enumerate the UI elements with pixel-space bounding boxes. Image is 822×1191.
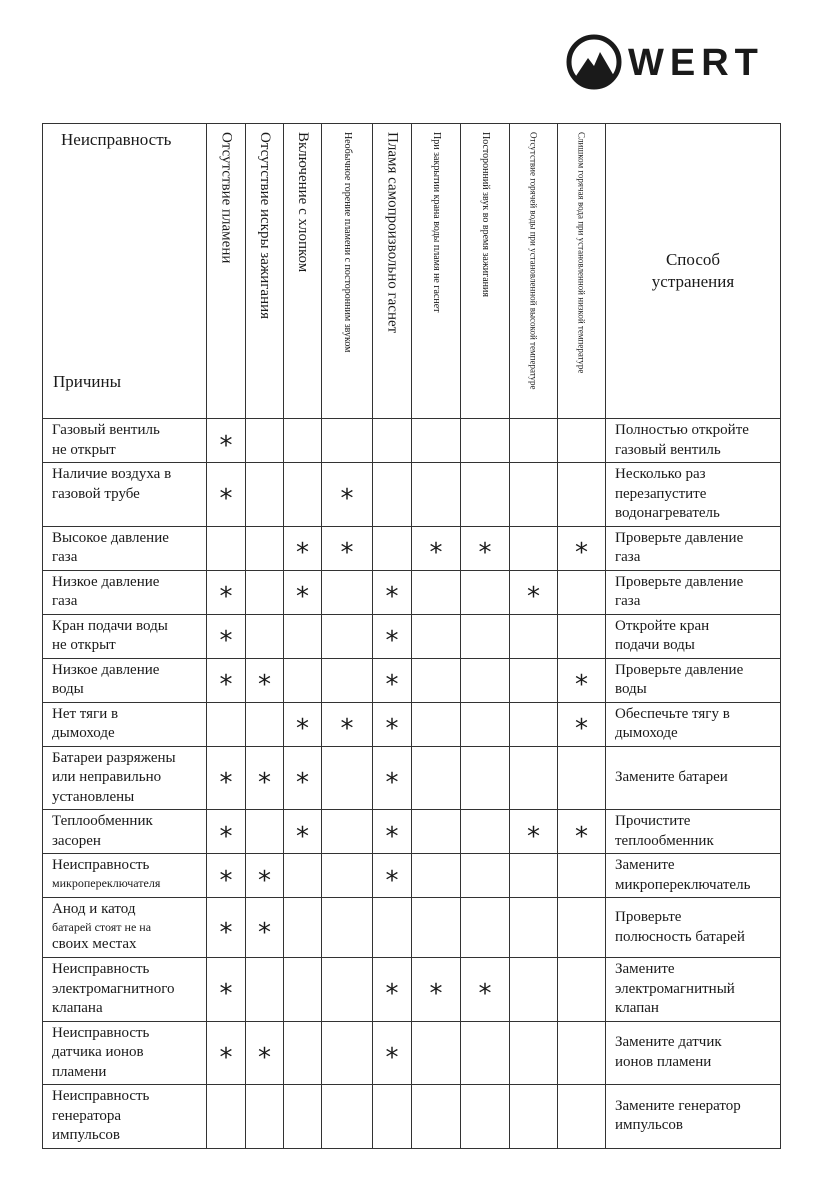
column-header: Отсутствие горячей воды при установленной высокой температуре bbox=[510, 124, 558, 419]
table-row bbox=[43, 854, 781, 898]
asterisk-mark: * bbox=[340, 484, 354, 515]
mark-cell bbox=[461, 614, 510, 658]
mark-cell bbox=[322, 854, 373, 898]
fix-line: Откройте кран bbox=[615, 617, 710, 634]
cause-line: пламени bbox=[52, 1063, 107, 1080]
asterisk-mark: * bbox=[296, 582, 309, 612]
mark-cell bbox=[207, 1085, 246, 1149]
mark-cell bbox=[558, 702, 606, 746]
fix-cell bbox=[606, 898, 781, 958]
mark-cell bbox=[207, 854, 246, 898]
troubleshooting-table bbox=[42, 123, 781, 1149]
mark-cell bbox=[284, 702, 322, 746]
fix-line: Полностью откройте bbox=[615, 422, 749, 438]
mark-cell bbox=[558, 746, 606, 810]
cause-line: Батареи разряжены bbox=[52, 749, 176, 766]
asterisk-mark: * bbox=[385, 1042, 399, 1073]
cause-line: не открыт bbox=[52, 637, 116, 653]
fix-header: Способ устранения bbox=[606, 124, 781, 419]
asterisk-mark: * bbox=[219, 1042, 233, 1073]
mark-cell bbox=[461, 958, 510, 1022]
table-row bbox=[43, 526, 781, 570]
fix-line: клапан bbox=[615, 1000, 659, 1016]
cause-line: Теплообменник bbox=[52, 813, 153, 829]
mark-cell bbox=[207, 958, 246, 1022]
table-body bbox=[43, 419, 781, 1149]
mark-cell bbox=[207, 614, 246, 658]
mark-cell bbox=[246, 1021, 284, 1085]
column-header: Отсутствие искры зажигания bbox=[246, 124, 284, 419]
mark-cell bbox=[558, 614, 606, 658]
mark-cell bbox=[284, 810, 322, 854]
mark-cell bbox=[322, 419, 373, 463]
mark-cell bbox=[461, 1085, 510, 1149]
mark-cell bbox=[558, 1085, 606, 1149]
mark-cell bbox=[558, 419, 606, 463]
asterisk-mark: * bbox=[385, 626, 399, 656]
cause-line: Нет тяги в bbox=[52, 705, 119, 722]
table-row bbox=[43, 1021, 781, 1085]
mark-cell bbox=[246, 958, 284, 1022]
asterisk-mark: * bbox=[575, 821, 588, 852]
fix-line: газовый вентиль bbox=[615, 441, 721, 458]
table-row bbox=[43, 810, 781, 854]
fix-line: Замените батареи bbox=[615, 769, 728, 785]
mark-cell bbox=[322, 1021, 373, 1085]
fix-line: микропереключатель bbox=[615, 876, 751, 893]
mark-cell bbox=[461, 658, 510, 702]
mark-cell bbox=[207, 810, 246, 854]
fix-cell bbox=[606, 746, 781, 810]
cause-cell bbox=[43, 658, 207, 702]
mark-cell bbox=[322, 526, 373, 570]
column-header: Посторонний звук во время зажигания bbox=[461, 124, 510, 419]
mark-cell bbox=[322, 570, 373, 614]
mark-cell bbox=[207, 702, 246, 746]
mark-cell bbox=[461, 570, 510, 614]
asterisk-mark: * bbox=[385, 865, 399, 896]
cause-line: своих местах bbox=[52, 936, 137, 953]
cause-line: Низкое давление bbox=[52, 661, 160, 678]
asterisk-mark: * bbox=[385, 821, 399, 852]
cause-cell bbox=[43, 702, 207, 746]
mark-cell bbox=[412, 419, 461, 463]
mark-cell bbox=[558, 898, 606, 958]
mark-cell bbox=[373, 746, 412, 810]
mark-cell bbox=[510, 746, 558, 810]
column-header: Слишком горячая вода при установленной низкой температуре bbox=[558, 124, 606, 419]
mark-cell bbox=[322, 958, 373, 1022]
mark-cell bbox=[412, 746, 461, 810]
asterisk-mark: * bbox=[219, 430, 233, 461]
asterisk-mark: * bbox=[575, 714, 588, 744]
fix-line: Проверьте давление bbox=[615, 661, 744, 678]
mark-cell bbox=[373, 526, 412, 570]
asterisk-mark: * bbox=[429, 979, 443, 1010]
table-row bbox=[43, 419, 781, 463]
mark-cell bbox=[373, 570, 412, 614]
mark-cell bbox=[461, 702, 510, 746]
asterisk-mark: * bbox=[385, 714, 399, 744]
mark-cell bbox=[461, 463, 510, 527]
fix-line: теплообменник bbox=[615, 832, 714, 849]
fix-line: дымоходе bbox=[615, 725, 678, 741]
cause-line: Высокое давление bbox=[52, 529, 169, 546]
fix-line: Проверьте bbox=[615, 909, 682, 925]
mark-cell bbox=[207, 419, 246, 463]
mark-cell bbox=[207, 746, 246, 810]
mark-cell bbox=[322, 898, 373, 958]
cause-line: газа bbox=[52, 593, 78, 609]
mark-cell bbox=[284, 854, 322, 898]
mark-cell bbox=[373, 1085, 412, 1149]
fix-line: электромагнитный bbox=[615, 980, 735, 997]
asterisk-mark: * bbox=[385, 670, 399, 700]
mark-cell bbox=[284, 463, 322, 527]
fix-line: перезапустите bbox=[615, 485, 707, 502]
mark-cell bbox=[284, 1085, 322, 1149]
mark-cell bbox=[246, 419, 284, 463]
mark-cell bbox=[510, 463, 558, 527]
fix-cell bbox=[606, 658, 781, 702]
mark-cell bbox=[412, 1021, 461, 1085]
fix-cell bbox=[606, 526, 781, 570]
cause-line: газа bbox=[52, 549, 78, 565]
mark-cell bbox=[322, 702, 373, 746]
cause-cell bbox=[43, 1021, 207, 1085]
table-row bbox=[43, 658, 781, 702]
mark-cell bbox=[558, 526, 606, 570]
cause-line: установлены bbox=[52, 788, 135, 805]
mark-cell bbox=[246, 614, 284, 658]
column-header: Включение с хлопком bbox=[284, 124, 322, 419]
mark-cell bbox=[461, 746, 510, 810]
cause-line: электромагнитного bbox=[52, 980, 175, 997]
fix-line: ионов пламени bbox=[615, 1053, 712, 1070]
table-row bbox=[43, 746, 781, 810]
mark-cell bbox=[246, 658, 284, 702]
cause-line: Наличие воздуха в bbox=[52, 466, 172, 482]
mark-cell bbox=[373, 854, 412, 898]
mark-cell bbox=[510, 658, 558, 702]
asterisk-mark: * bbox=[219, 484, 233, 515]
table-row bbox=[43, 702, 781, 746]
mark-cell bbox=[246, 898, 284, 958]
mark-cell bbox=[558, 463, 606, 527]
table-row bbox=[43, 958, 781, 1022]
mark-cell bbox=[558, 658, 606, 702]
mark-cell bbox=[207, 570, 246, 614]
asterisk-mark: * bbox=[296, 767, 309, 798]
mark-cell bbox=[558, 570, 606, 614]
mark-cell bbox=[510, 614, 558, 658]
table-row bbox=[43, 614, 781, 658]
cause-header: Причины bbox=[53, 372, 122, 391]
asterisk-mark: * bbox=[385, 582, 399, 612]
asterisk-mark: * bbox=[219, 626, 233, 656]
mark-cell bbox=[558, 958, 606, 1022]
table-row bbox=[43, 1085, 781, 1149]
logo-mountain-icon bbox=[574, 52, 614, 87]
asterisk-mark: * bbox=[429, 538, 443, 568]
cause-cell bbox=[43, 1085, 207, 1149]
mark-cell bbox=[284, 898, 322, 958]
fix-line: Обеспечьте тягу в bbox=[615, 705, 730, 722]
mark-cell bbox=[246, 1085, 284, 1149]
cause-line: клапана bbox=[52, 1000, 103, 1016]
mark-cell bbox=[412, 463, 461, 527]
asterisk-mark: * bbox=[258, 865, 271, 896]
mark-cell bbox=[412, 526, 461, 570]
mark-cell bbox=[207, 463, 246, 527]
mark-cell bbox=[322, 1085, 373, 1149]
mark-cell bbox=[322, 463, 373, 527]
mark-cell bbox=[284, 526, 322, 570]
mark-cell bbox=[284, 658, 322, 702]
mark-cell bbox=[510, 526, 558, 570]
fix-line: водонагреватель bbox=[615, 505, 720, 521]
mark-cell bbox=[246, 854, 284, 898]
column-header: Отсутствие пламени bbox=[207, 124, 246, 419]
mark-cell bbox=[207, 898, 246, 958]
mark-cell bbox=[207, 526, 246, 570]
cause-line: дымоходе bbox=[52, 725, 115, 741]
mark-cell bbox=[412, 702, 461, 746]
mark-cell bbox=[558, 1021, 606, 1085]
fix-cell bbox=[606, 854, 781, 898]
cause-cell bbox=[43, 570, 207, 614]
mark-cell bbox=[510, 898, 558, 958]
cause-line: датчика ионов bbox=[52, 1044, 144, 1060]
mark-cell bbox=[461, 854, 510, 898]
cause-line: Анод и катод bbox=[52, 901, 136, 917]
cause-cell bbox=[43, 746, 207, 810]
mark-cell bbox=[284, 570, 322, 614]
asterisk-mark: * bbox=[296, 714, 309, 744]
mark-cell bbox=[207, 1021, 246, 1085]
mark-cell bbox=[412, 810, 461, 854]
mark-cell bbox=[284, 614, 322, 658]
fix-line: Несколько раз bbox=[615, 466, 706, 482]
fix-cell bbox=[606, 463, 781, 527]
mark-cell bbox=[373, 958, 412, 1022]
cause-cell bbox=[43, 526, 207, 570]
mark-cell bbox=[373, 419, 412, 463]
asterisk-mark: * bbox=[478, 979, 492, 1010]
fix-line: газа bbox=[615, 593, 641, 609]
cause-line: Кран подачи воды bbox=[52, 617, 168, 634]
asterisk-mark: * bbox=[258, 917, 271, 948]
asterisk-mark: * bbox=[296, 821, 309, 852]
mark-cell bbox=[373, 810, 412, 854]
mark-cell bbox=[284, 958, 322, 1022]
mark-cell bbox=[322, 658, 373, 702]
mark-cell bbox=[412, 658, 461, 702]
asterisk-mark: * bbox=[258, 1042, 271, 1073]
mark-cell bbox=[373, 614, 412, 658]
mark-cell bbox=[412, 898, 461, 958]
cause-cell bbox=[43, 419, 207, 463]
mark-cell bbox=[246, 746, 284, 810]
mark-cell bbox=[284, 1021, 322, 1085]
fix-cell bbox=[606, 810, 781, 854]
mark-cell bbox=[373, 898, 412, 958]
mark-cell bbox=[510, 1021, 558, 1085]
cause-line: или неправильно bbox=[52, 769, 162, 785]
cause-line: импульсов bbox=[52, 1127, 120, 1143]
mark-cell bbox=[246, 526, 284, 570]
fix-line: полюсность батарей bbox=[615, 928, 745, 945]
asterisk-mark: * bbox=[219, 582, 233, 612]
cause-line: Низкое давление bbox=[52, 573, 160, 590]
corner-header bbox=[43, 124, 207, 419]
table-row bbox=[43, 570, 781, 614]
mark-cell bbox=[373, 658, 412, 702]
mark-cell bbox=[412, 1085, 461, 1149]
mark-cell bbox=[510, 810, 558, 854]
asterisk-mark: * bbox=[219, 767, 233, 798]
mark-cell bbox=[284, 746, 322, 810]
fix-line: Замените генератор bbox=[615, 1097, 741, 1114]
fix-cell bbox=[606, 419, 781, 463]
column-header: При закрытии крана воды пламя не гаснет bbox=[412, 124, 461, 419]
mark-cell bbox=[412, 570, 461, 614]
fix-cell bbox=[606, 958, 781, 1022]
mark-cell bbox=[373, 463, 412, 527]
cause-line: Неисправность bbox=[52, 857, 150, 873]
mark-cell bbox=[412, 854, 461, 898]
cause-cell bbox=[43, 958, 207, 1022]
cause-cell bbox=[43, 898, 207, 958]
cause-line: газовой трубе bbox=[52, 485, 140, 502]
mark-cell bbox=[246, 810, 284, 854]
cause-cell bbox=[43, 463, 207, 527]
asterisk-mark: * bbox=[258, 767, 271, 798]
cause-line: генератора bbox=[52, 1107, 122, 1124]
asterisk-mark: * bbox=[527, 582, 540, 612]
cause-cell bbox=[43, 810, 207, 854]
mark-cell bbox=[461, 898, 510, 958]
header-row bbox=[43, 124, 781, 419]
asterisk-mark: * bbox=[575, 670, 588, 700]
fix-line: Замените bbox=[615, 961, 675, 977]
mark-cell bbox=[373, 702, 412, 746]
mark-cell bbox=[461, 1021, 510, 1085]
mark-cell bbox=[558, 854, 606, 898]
column-header: Необычное горение пламени с посторонним звуком bbox=[322, 124, 373, 419]
fix-cell bbox=[606, 702, 781, 746]
fix-cell bbox=[606, 1085, 781, 1149]
fix-line: Прочистите bbox=[615, 813, 691, 829]
mark-cell bbox=[510, 419, 558, 463]
fix-line: воды bbox=[615, 681, 647, 697]
cause-line: Неисправность bbox=[52, 1024, 150, 1041]
asterisk-mark: * bbox=[478, 538, 492, 568]
mark-cell bbox=[207, 658, 246, 702]
mark-cell bbox=[246, 463, 284, 527]
asterisk-mark: * bbox=[219, 821, 233, 852]
asterisk-mark: * bbox=[296, 538, 309, 568]
fix-line: газа bbox=[615, 549, 641, 565]
cause-line: Газовый вентиль bbox=[52, 422, 160, 438]
mark-cell bbox=[322, 810, 373, 854]
mark-cell bbox=[461, 526, 510, 570]
table-row bbox=[43, 898, 781, 958]
mark-cell bbox=[373, 1021, 412, 1085]
cause-line: микропереключателя bbox=[52, 875, 161, 890]
column-header: Пламя самопроизвольно гаснет bbox=[373, 124, 412, 419]
fix-line: Проверьте давление bbox=[615, 573, 744, 590]
fix-cell bbox=[606, 614, 781, 658]
brand-name: WERT bbox=[628, 42, 764, 84]
asterisk-mark: * bbox=[385, 979, 399, 1010]
fix-line: Замените bbox=[615, 857, 675, 873]
asterisk-mark: * bbox=[219, 865, 233, 896]
cause-cell bbox=[43, 614, 207, 658]
mark-cell bbox=[412, 958, 461, 1022]
fix-cell bbox=[606, 1021, 781, 1085]
asterisk-mark: * bbox=[340, 538, 354, 568]
asterisk-mark: * bbox=[340, 714, 354, 744]
cause-line: Неисправность bbox=[52, 961, 150, 977]
mark-cell bbox=[461, 419, 510, 463]
mark-cell bbox=[461, 810, 510, 854]
mark-cell bbox=[558, 810, 606, 854]
asterisk-mark: * bbox=[527, 821, 540, 852]
fix-line: Замените датчик bbox=[615, 1034, 722, 1051]
fix-line: импульсов bbox=[615, 1117, 683, 1134]
asterisk-mark: * bbox=[575, 538, 588, 568]
table-row bbox=[43, 463, 781, 527]
mark-cell bbox=[510, 854, 558, 898]
mark-cell bbox=[510, 1085, 558, 1149]
mark-cell bbox=[412, 614, 461, 658]
cause-cell bbox=[43, 854, 207, 898]
mark-cell bbox=[510, 702, 558, 746]
fix-line: Проверьте давление bbox=[615, 529, 744, 546]
asterisk-mark: * bbox=[219, 670, 233, 700]
mark-cell bbox=[510, 570, 558, 614]
mark-cell bbox=[322, 614, 373, 658]
cause-line: засорен bbox=[52, 832, 101, 849]
asterisk-mark: * bbox=[385, 767, 399, 798]
mark-cell bbox=[322, 746, 373, 810]
asterisk-mark: * bbox=[219, 917, 233, 948]
cause-line: Неисправность bbox=[52, 1088, 150, 1104]
mark-cell bbox=[246, 702, 284, 746]
asterisk-mark: * bbox=[258, 670, 271, 700]
mark-cell bbox=[510, 958, 558, 1022]
fault-header: Неисправность bbox=[61, 130, 172, 149]
cause-line: не открыт bbox=[52, 441, 116, 458]
asterisk-mark: * bbox=[219, 979, 233, 1010]
cause-line: воды bbox=[52, 681, 84, 697]
mark-cell bbox=[246, 570, 284, 614]
cause-line: батарей стоят не на bbox=[52, 919, 152, 934]
fix-cell bbox=[606, 570, 781, 614]
mark-cell bbox=[284, 419, 322, 463]
fix-line: подачи воды bbox=[615, 637, 695, 653]
